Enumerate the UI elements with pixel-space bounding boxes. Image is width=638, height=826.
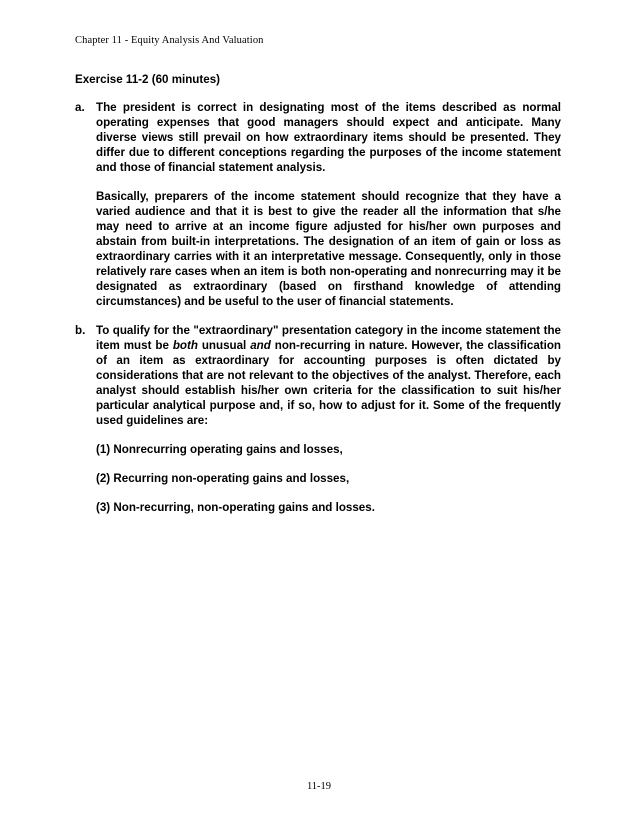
part-b-text-2: unusual xyxy=(197,339,251,352)
document-body xyxy=(75,72,561,543)
part-b-body xyxy=(96,323,561,529)
part-a-paragraph-1: The president is correct in designating most of the items described as normal operating expenses that good managers should expect and anticipate. Many diverse views still prevail on how extraordinary items should be presented. They differ due to different conceptions regarding the purposes of the income statement and those of financial statement analysis. xyxy=(96,101,561,174)
page-number: 11-19 xyxy=(306,781,332,792)
exercise-title: Exercise 11-2 (60 minutes) xyxy=(75,73,221,86)
guideline-item: (3) Non-recurring, non-operating gains and losses. xyxy=(96,501,375,514)
part-b-marker: b. xyxy=(75,324,86,337)
guideline-item: (2) Recurring non-operating gains and losses, xyxy=(96,472,350,485)
part-a xyxy=(75,100,561,309)
part-a-body xyxy=(96,100,561,309)
part-a-marker: a. xyxy=(75,101,85,114)
part-b-text-3: non-recurring in nature. However, the classification of an item as extraordinary for accounting purposes is often dictated by considerations that are not relevant to the objectives of the analyst. Therefore, each analyst should establish his/her own criteria for the classification to suit his/her particular analytical purpose and, if so, how to adjust for it. Some of the frequently used guidelines are: xyxy=(96,339,562,427)
guideline-list xyxy=(96,442,561,515)
part-b-paragraph xyxy=(96,323,561,428)
running-header: Chapter 11 - Equity Analysis And Valuation xyxy=(75,35,264,46)
part-a-paragraph-2: Basically, preparers of the income statement should recognize that they have a varied audience and that it is best to give the reader all the information that s/he may need to arrive at an income figure adjusted for his/her own purposes and abstain from built-in interpretations. The designation of an item of gain or loss as extraordinary carries with it an interpretative message. Consequently, only in those relatively rare cases when an item is both non-operating and nonrecurring may it be designated as extraordinary (based on firsthand knowledge of attending circumstances) and be useful to the user of financial statements. xyxy=(96,190,561,308)
part-b-emphasis-both: both xyxy=(172,339,198,352)
part-b-emphasis-and: and xyxy=(250,339,271,352)
part-b xyxy=(75,323,561,529)
part-b-text-1: To qualify for the "extraordinary" presentation category in the income statement the item must be xyxy=(96,324,561,352)
guideline-item: (1) Nonrecurring operating gains and losses, xyxy=(96,443,343,456)
